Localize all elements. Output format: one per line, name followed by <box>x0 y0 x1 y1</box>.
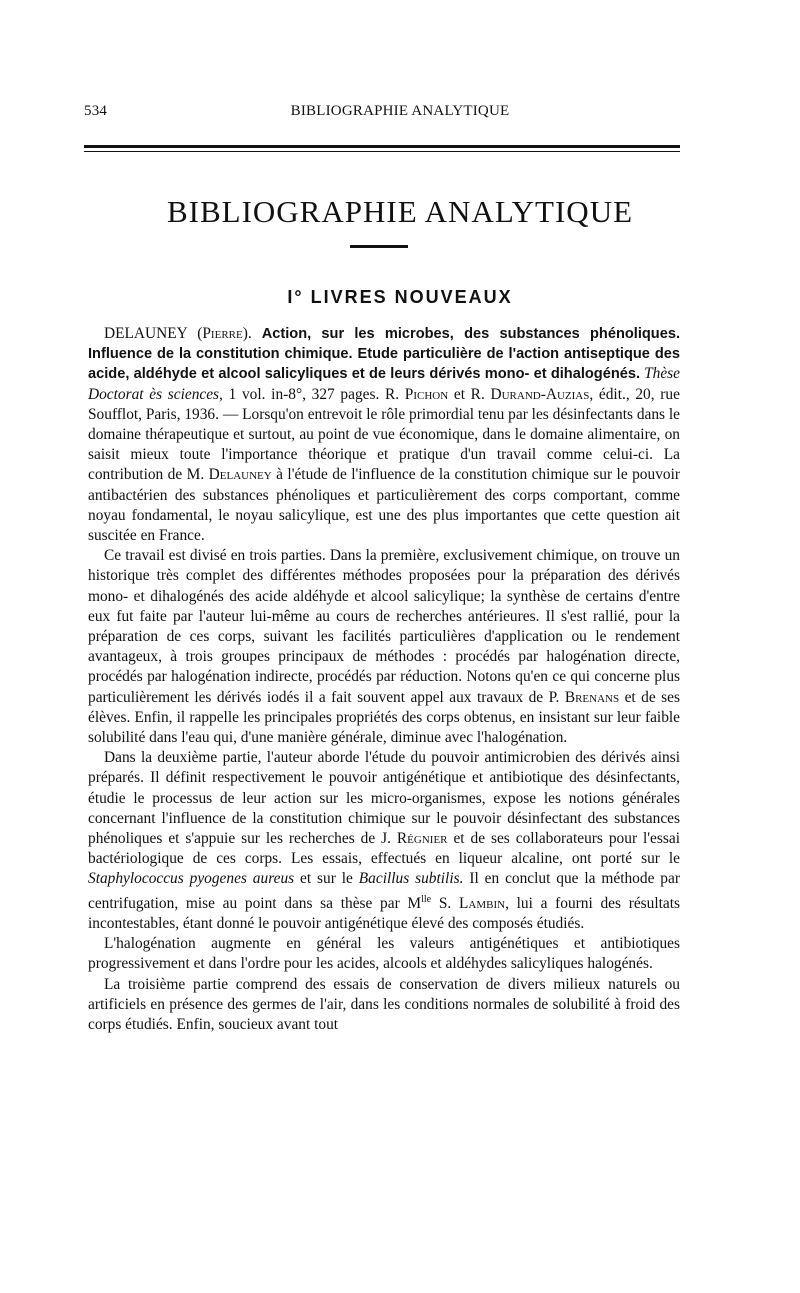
paragraph-text: et de ses élèves. Enfin, il rappelle les principales propriétés des corps obtenus, en insistant sur leur faible solubilité dans l'eau qui, d'une manière générale, diminue avec l'halogénation. <box>88 688 680 747</box>
page-title: BIBLIOGRAPHIE ANALYTIQUE <box>166 194 634 229</box>
publisher-and: et R. <box>453 385 485 403</box>
paragraph-part-one <box>88 546 680 748</box>
paragraph-text: et sur le <box>300 870 353 888</box>
paragraph-text: S. <box>438 894 452 912</box>
title-abbreviation: lle <box>421 893 432 905</box>
paragraph-halogenation: L'halogénation augmente en général les valeurs antigénétiques et antibiotiques progressivement et dans l'ordre pour les acides, alcools et aldéhydes salicyliques halogénés. <box>88 935 680 973</box>
entry-intro-end: à l'étude de l'influence de la constitution chimique sur le pouvoir antibactérien des substances phénoliques et particulièrement des corps comportant, comme noyau fondamental, le noyau salicylique, est une des plus importantes que cette question ait suscitée en France. <box>88 466 680 545</box>
running-head <box>0 103 800 125</box>
entry-paragraph: DELAUNEY (Pierre). Action, sur les microbes, des substances phénoliques. Influence de la constitution chimique. Etude particulière de l'action antiseptique des acide, aldéhyde et alcool salicyliques et de leurs dérivés mono- et dihalogénés. Thèse Doctorat ès sciences, 1 vol. in-8°, 327 pages. R. Pichon et R. Durand-Auzias, édit., 20, rue Soufflot, Paris, 1936. — Lorsqu'on entrevoit le rôle primordial tenu par les désinfectants dans le domaine thérapeutique et surtout, au point de vue économique, dans le domaine alimentaire, on saisit mieux toute l'importance théorique et pratique d'un travail comme celui-ci. La contribution de M. Delauney à l'étude de l'influence de la constitution chimique sur le pouvoir antibactérien des substances phénoliques et particulièrement des corps comportant, comme noyau fondamental, le noyau salicylique, est une des plus importantes que cette question ait suscitée en France. <box>88 325 680 545</box>
paragraph-text: Il en conclut que la méthode par centrifugation, mise au point dans sa thèse par M <box>88 870 680 912</box>
title-divider <box>350 245 408 248</box>
header-rule-thick <box>84 145 680 148</box>
paragraph-text: Ce travail est divisé en trois parties. Dans la première, exclusivement chimique, on trouve un historique très complet des différentes méthodes proposées pour la préparation des dérivés mono- et dihalogénés des acide aldéhyde et alcool salicylique; la synthèse de certains d'entre eux fut faite par l'auteur lui-même au cours de recherches antérieures. Il s'est rallié, pour la préparation de ces corps, suivant les facilités particulières d'application ou le rendement avantageux, à trois groupes principaux de méthodes : procédés par halogénation directe, procédés par halogénation indirecte, procédés par réduction. Notons qu'en ce qui concerne plus particulièrement les dérivés iodés il a fait souvent appel aux travaux de P. <box>88 547 680 706</box>
species-name: Bacillus subtilis. <box>358 870 464 888</box>
article-body <box>88 324 680 1035</box>
entry-intro: Lorsqu'on entrevoit le rôle primordial tenu par les désinfectants dans le domaine thérapeutique et surtout, au point de vue économique, dans le domaine alimentaire, on saisit mieux toute l'importance théorique et pratique d'un travail comme celui-ci. La contribution de M. <box>88 405 680 484</box>
paragraph-part-two <box>88 748 680 934</box>
publisher-name-2: Durand-Auzias <box>490 385 590 403</box>
author-ref: Régnier <box>396 830 448 848</box>
running-title: BIBLIOGRAPHIE ANALYTIQUE <box>290 103 510 119</box>
publication-details: 1 vol. in-8°, 327 pages. R. <box>228 385 400 403</box>
paragraph-text: Dans la deuxième partie, l'auteur aborde l'étude du pouvoir antimicrobien des dérivés ainsi préparés. Il définit respectivement le pouvoir antigénétique et antibiotique des désinfectants, étudie le processus de leur action sur les micro-organismes, expose les notions générales concernant l'influence de la constitution chimique sur le pouvoir désinfectant des substances phénoliques et s'appuie sur les recherches de J. <box>88 749 680 848</box>
publisher-name-1: Pichon <box>404 385 449 403</box>
publication-place: , édit., 20, rue Soufflot, Paris, 1936. — <box>88 385 680 423</box>
author-ref: Lambin <box>458 894 506 912</box>
page-number: 534 <box>84 103 108 119</box>
species-name: Staphylococcus pyogenes aureus <box>88 870 295 888</box>
section-heading: I° LIVRES NOUVEAUX <box>287 287 513 307</box>
author-first-name: Pierre <box>202 325 243 342</box>
author-ref: Brenans <box>564 688 620 706</box>
thesis-label: Thèse Doctorat ès sciences, <box>88 365 680 403</box>
paragraph-text: , lui a fourni des résultats incontestables, étant donné le pouvoir antigénétique élevé des composés étudiés. <box>88 894 680 933</box>
author-ref: Delauney <box>208 466 272 484</box>
paragraph-text: et de ses collaborateurs pour l'essai bactériologique de ces corps. Les essais, effectués en liqueur alcaline, ont porté sur le <box>88 830 680 868</box>
author-name: DELAUNEY <box>104 325 188 342</box>
book-title: Action, sur les microbes, des substances phénoliques. Influence de la constitution chimique. Etude particulière de l'action antiseptique des acide, aldéhyde et alcool salicyliques et de leurs dérivés mono- et dihalogénés. <box>88 326 680 383</box>
paragraph-part-three: La troisième partie comprend des essais de conservation de divers milieux naturels ou artificiels en présence des germes de l'air, dans les conditions normales de solubilité à froid des corps étudiés. Enfin, soucieux avant tout <box>88 975 680 1034</box>
header-rule-thin <box>84 151 680 152</box>
